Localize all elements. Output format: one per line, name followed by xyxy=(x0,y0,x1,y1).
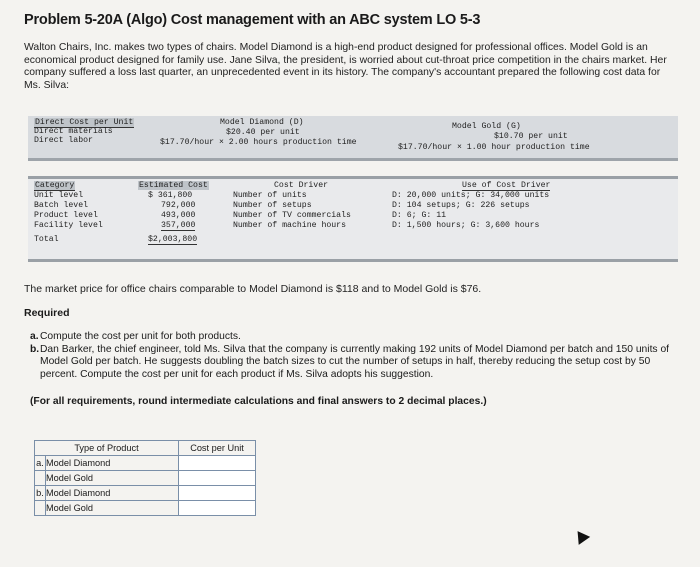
answer-table-header xyxy=(35,441,256,456)
rounding-note: (For all requirements, round intermediate calculations and final answers to 2 decimal places.) xyxy=(30,396,487,407)
activity-row-use: D: 20,000 units; G: 34,000 units xyxy=(392,191,550,200)
requirements-list xyxy=(30,331,675,381)
activity-row-category: Unit level xyxy=(34,191,84,200)
cost-per-unit-input[interactable] xyxy=(179,471,256,486)
col-cost-per-unit: Cost per Unit xyxy=(179,441,256,456)
activity-row-cost: $ 361,800 xyxy=(148,191,193,200)
activity-row-cost: 493,000 xyxy=(161,211,196,220)
gold-materials: $10.70 per unit xyxy=(494,132,568,141)
activity-header-cost: Estimated Cost xyxy=(139,181,208,190)
activity-row-driver: Number of machine hours xyxy=(233,221,347,230)
col-type-of-product: Type of Product xyxy=(35,441,179,456)
activity-row-driver: Number of TV commercials xyxy=(233,211,351,220)
requirement-text: Compute the cost per unit for both products. xyxy=(40,331,241,342)
gold-labor: $17.70/hour × 1.00 hour production time xyxy=(398,143,590,152)
activity-header-driver: Cost Driver xyxy=(274,181,329,190)
table-row xyxy=(35,501,256,516)
activity-header-category: Category xyxy=(35,181,75,190)
row-product-name: Model Gold xyxy=(46,501,179,516)
diamond-materials: $20.40 per unit xyxy=(226,128,300,137)
activity-row-driver: Number of units xyxy=(233,191,307,200)
problem-intro: Walton Chairs, Inc. makes two types of chairs. Model Diamond is a high-end product designed for professional offices. Model Gold is an economical product designed for family use. Jane Silva, the president, is worried about cut-throat price competition in the chairs market. Her company suffered a loss last quarter, an unprecedented event in its history. The company's accountant prepared the following cost data for Ms. Silva: xyxy=(24,42,667,91)
cost-row-label-header: Direct Cost per Unit xyxy=(35,118,134,127)
row-part-label: b. xyxy=(35,486,46,501)
direct-cost-table xyxy=(28,116,678,161)
table-row xyxy=(35,456,256,471)
diamond-header: Model Diamond (D) xyxy=(220,118,304,127)
activity-row-cost: 357,000 xyxy=(161,221,196,230)
row-product-name: Model Diamond xyxy=(46,456,179,471)
cost-row-label-labor: Direct labor xyxy=(34,136,93,145)
table-row xyxy=(35,471,256,486)
cost-row-label-materials: Direct materials xyxy=(34,127,113,136)
requirement-letter: a. xyxy=(30,331,39,342)
row-product-name: Model Gold xyxy=(46,471,179,486)
requirement-a xyxy=(30,331,675,344)
activity-total-value: $2,003,800 xyxy=(148,235,198,244)
answer-table xyxy=(34,440,256,516)
row-part-label: a. xyxy=(35,456,46,471)
cost-per-unit-input[interactable] xyxy=(179,486,256,501)
activity-row-category: Product level xyxy=(34,211,98,220)
market-price-text: The market price for office chairs comparable to Model Diamond is $118 and to Model Gold is $76. xyxy=(24,283,482,295)
requirement-letter: b. xyxy=(30,343,40,355)
diamond-labor: $17.70/hour × 2.00 hours production time xyxy=(160,138,357,147)
table-row xyxy=(35,486,256,501)
activity-cost-table xyxy=(28,176,678,262)
requirement-text: Dan Barker, the chief engineer, told Ms. Silva that the company is currently making 192 units of Model Diamond per batch and 150 units of Model Gold per batch. He suggests doubling the batch sizes to cut the number of setups in half, thereby reducing the setup cost by 50 percent. Compute the cost per unit for each product if Ms. Silva adopts his suggestion. xyxy=(40,343,670,380)
cost-per-unit-input[interactable] xyxy=(179,501,256,516)
mouse-cursor-icon xyxy=(572,527,590,545)
activity-row-category: Facility level xyxy=(34,221,103,230)
activity-header-use: Use of Cost Driver xyxy=(462,181,551,190)
problem-title: Problem 5-20A (Algo) Cost management with an ABC system LO 5-3 xyxy=(24,12,481,28)
activity-row-use: D: 1,500 hours; G: 3,600 hours xyxy=(392,221,540,230)
required-heading: Required xyxy=(24,307,70,319)
row-product-name: Model Diamond xyxy=(46,486,179,501)
row-part-label xyxy=(35,501,46,516)
row-part-label xyxy=(35,471,46,486)
activity-row-driver: Number of setups xyxy=(233,201,312,210)
activity-row-category: Batch level xyxy=(34,201,89,210)
activity-total-label: Total xyxy=(34,235,59,244)
gold-header: Model Gold (G) xyxy=(452,122,521,131)
activity-row-cost: 792,000 xyxy=(161,201,196,210)
cost-per-unit-input[interactable] xyxy=(179,456,256,471)
activity-row-use: D: 104 setups; G: 226 setups xyxy=(392,201,530,210)
requirement-b xyxy=(30,344,675,382)
activity-row-use: D: 6; G: 11 xyxy=(392,211,447,220)
